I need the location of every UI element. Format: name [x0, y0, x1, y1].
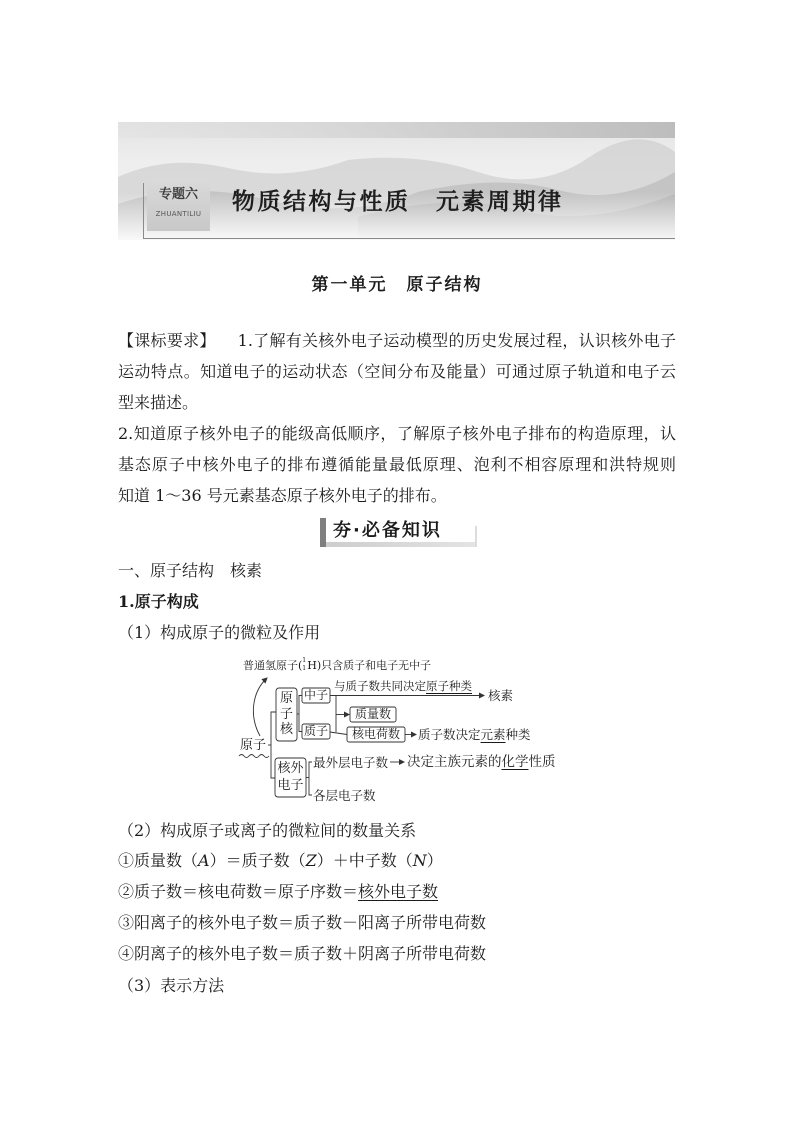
- knowledge-section-header: [320, 518, 477, 547]
- proton-role: [418, 727, 531, 742]
- requirements-line-6: 知道 1～36 号元素基态原子核外电子的排布。: [118, 486, 447, 505]
- proton-role-text: 质子数决定: [418, 727, 481, 742]
- neutron-role-text: 与质子数共同决定: [334, 679, 426, 693]
- relation-3: ③阳离子的核外电子数＝质子数－阳离子所带电荷数: [118, 913, 487, 932]
- requirements-text: 1.了解有关核外电子运动模型的历史发展过程，认识核外电子: [237, 331, 676, 350]
- symbol-Z: Z: [305, 851, 317, 870]
- mass-number-label: 质量数: [354, 707, 391, 721]
- header-edge-shadow: [475, 526, 477, 547]
- nuclear-charge-label: 核电荷数: [351, 727, 400, 741]
- hydrogen-nuclide-symbol: [302, 659, 317, 673]
- shell-electrons-label: 各层电子数: [313, 788, 376, 803]
- sub-heading: 1.原子构成: [118, 592, 199, 611]
- topic-tab: [147, 179, 210, 231]
- electrons-line-1: 核外: [277, 761, 304, 776]
- neutron-role-underlined: 原子种类: [426, 679, 472, 693]
- chapter-title: 物质结构与性质 元素周期律: [232, 189, 564, 215]
- proton-role-underlined: 元素: [480, 727, 506, 742]
- symbol-A: A: [198, 851, 210, 870]
- requirements-line-5: 基态原子中核外电子的排布遵循能量最低原理、泡利不相容原理和洪特规则: [118, 455, 676, 474]
- chapter-banner: [118, 122, 675, 240]
- nucleus-char-2: 子: [279, 706, 293, 722]
- proton-role-after: 种类: [505, 727, 531, 742]
- hydrogen-note: [243, 659, 431, 673]
- knowledge-header-text: 夯·必备知识: [333, 520, 442, 541]
- outer-electrons-label: 最外层电子数: [313, 755, 389, 770]
- element-symbol: H: [307, 659, 317, 672]
- note-prefix: 普通氢原子(: [243, 659, 303, 672]
- wavy-underline: [239, 755, 269, 758]
- electrons-line-2: 电子: [277, 777, 304, 793]
- outer-role-text: 决定主族元素的: [407, 754, 502, 770]
- nuclide-label: 核素: [488, 688, 514, 703]
- item-heading-2: （2）构成原子或离子的微粒间的数量关系: [118, 821, 417, 840]
- nucleus-char-1: 原: [279, 691, 293, 706]
- atomic-number-script: 1: [302, 665, 307, 672]
- nucleus-char-3: 核: [279, 722, 293, 737]
- neutron-role: [334, 679, 472, 694]
- relation-1-part-c: ）＋中子数（: [316, 851, 413, 870]
- topic-pinyin: ZHUANTILIU: [155, 210, 202, 218]
- requirements-label: 【课标要求】: [118, 331, 216, 350]
- relation-1: [118, 845, 676, 876]
- requirements-line-3: 型来描述。: [118, 393, 199, 412]
- topic-number: 专题六: [158, 187, 198, 202]
- outer-role-after: 性质: [528, 754, 556, 770]
- item-heading-1: （1）构成原子的微粒及作用: [118, 623, 321, 642]
- outer-role: [407, 755, 556, 770]
- symbol-N: N: [412, 851, 427, 870]
- item-heading-3: （3）表示方法: [118, 976, 225, 995]
- relation-1-part-b: ）＝质子数（: [209, 851, 306, 870]
- electrons-label: [275, 761, 306, 794]
- curved-note-arrow: [253, 678, 267, 736]
- requirements-line-1: [118, 325, 676, 356]
- electrons-bracket: [309, 762, 312, 795]
- relation-1-part-a: ①质量数（: [118, 851, 199, 870]
- proton-charge-line: [330, 732, 347, 735]
- requirements-line-4: 2.知道原子核外电子的能级高低顺序，了解原子核外电子排布的构造原理，认: [118, 424, 676, 443]
- note-suffix: )只含质子和电子无中子: [316, 659, 432, 672]
- relation-2-text: ②质子数＝核电荷数＝原子序数＝: [118, 882, 359, 901]
- proton-label: 质子: [303, 724, 328, 738]
- atom-structure-diagram: [230, 650, 600, 810]
- unit-title: 第一单元 原子结构: [311, 275, 483, 295]
- section-heading: 一、原子结构 核素: [118, 561, 263, 580]
- atom-label: 原子: [240, 738, 267, 753]
- relation-2: [118, 876, 676, 907]
- relation-1-part-d: ）: [426, 851, 443, 870]
- mass-number-script: 1: [302, 657, 307, 664]
- nucleus-label: [276, 691, 297, 738]
- relation-4: ④阴离子的核外电子数＝质子数＋阴离子所带电荷数: [118, 944, 487, 963]
- requirements-line-2: 运动特点。知道电子的运动状态（空间分布及能量）可通过原子轨道和电子云: [118, 362, 676, 381]
- relation-2-underlined: 核外电子数: [358, 882, 439, 901]
- outer-role-underlined: 化学: [501, 754, 529, 770]
- neutron-label: 中子: [303, 688, 328, 702]
